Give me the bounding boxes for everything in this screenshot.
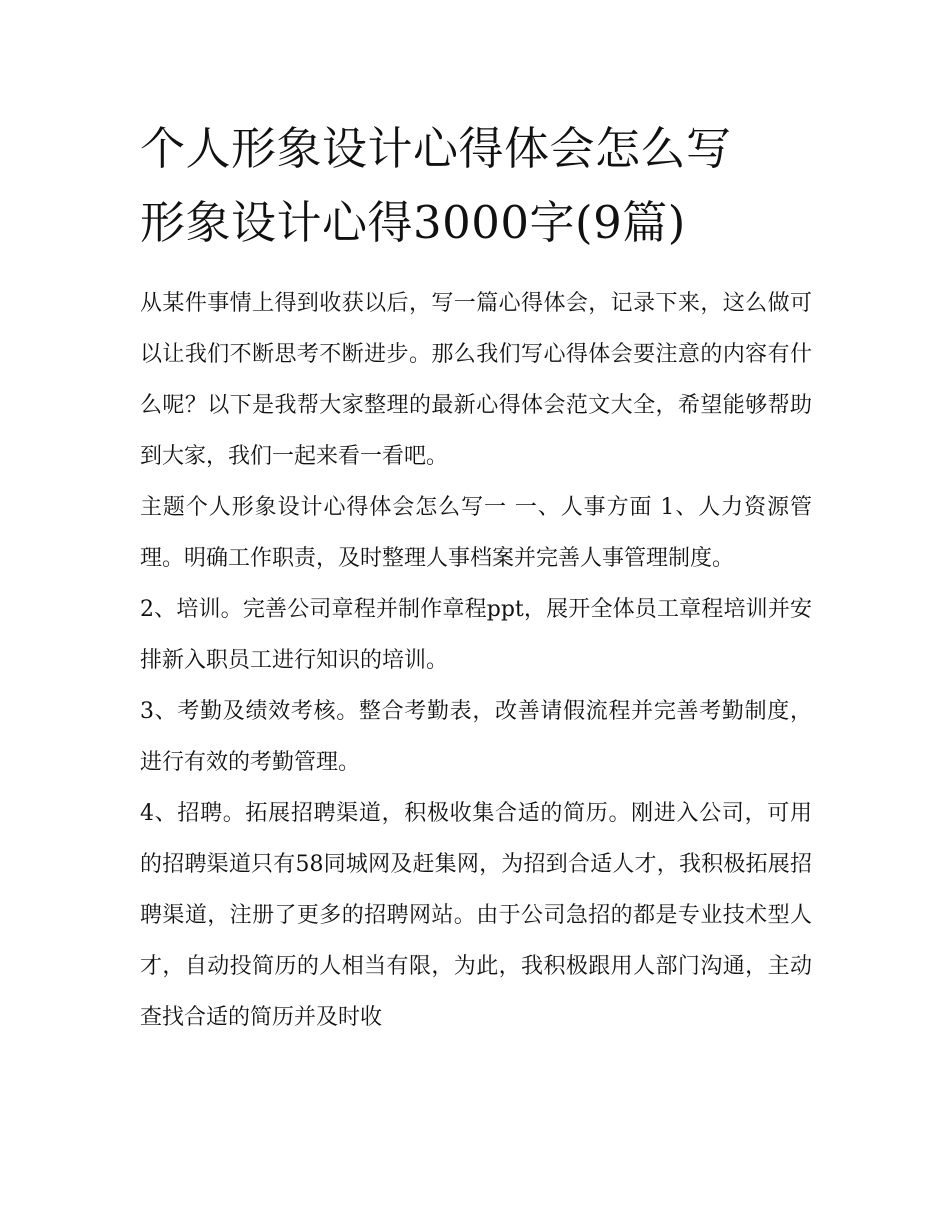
section-paragraph-recruitment: 4、招聘。拓展招聘渠道，积极收集合适的简历。刚进入公司，可用的招聘渠道只有58同城网及赶集网，为招到合适人才，我积极拓展招聘渠道，注册了更多的招聘网站。由于公司急招的都是专业技术型人才，自动投简历的人相当有限，为此，我积极跟用人部门沟通，主动查找合适的简历并及时收 [140, 801, 812, 1030]
document-title [140, 112, 812, 260]
section-paragraph-attendance: 3、考勤及绩效考核。整合考勤表，改善请假流程并完善考勤制度，进行有效的考勤管理。 [140, 699, 812, 775]
title-line-1: 个人形象设计心得体会怎么写 [140, 122, 732, 175]
document-content [140, 112, 812, 1043]
title-line-2: 形象设计心得3000字(9篇) [140, 196, 686, 249]
section-paragraph-hr: 主题个人形象设计心得体会怎么写一 一、人事方面 1、人力资源管理。明确工作职责，及时整理人事档案并完善人事管理制度。 [140, 495, 812, 571]
intro-paragraph: 从某件事情上得到收获以后，写一篇心得体会，记录下来，这么做可以让我们不断思考不断进步。那么我们写心得体会要注意的内容有什么呢？以下是我帮大家整理的最新心得体会范文大全，希望能够帮助到大家，我们一起来看一看吧。 [140, 291, 812, 469]
section-paragraph-training: 2、培训。完善公司章程并制作章程ppt，展开全体员工章程培训并安排新入职员工进行知识的培训。 [140, 597, 812, 673]
